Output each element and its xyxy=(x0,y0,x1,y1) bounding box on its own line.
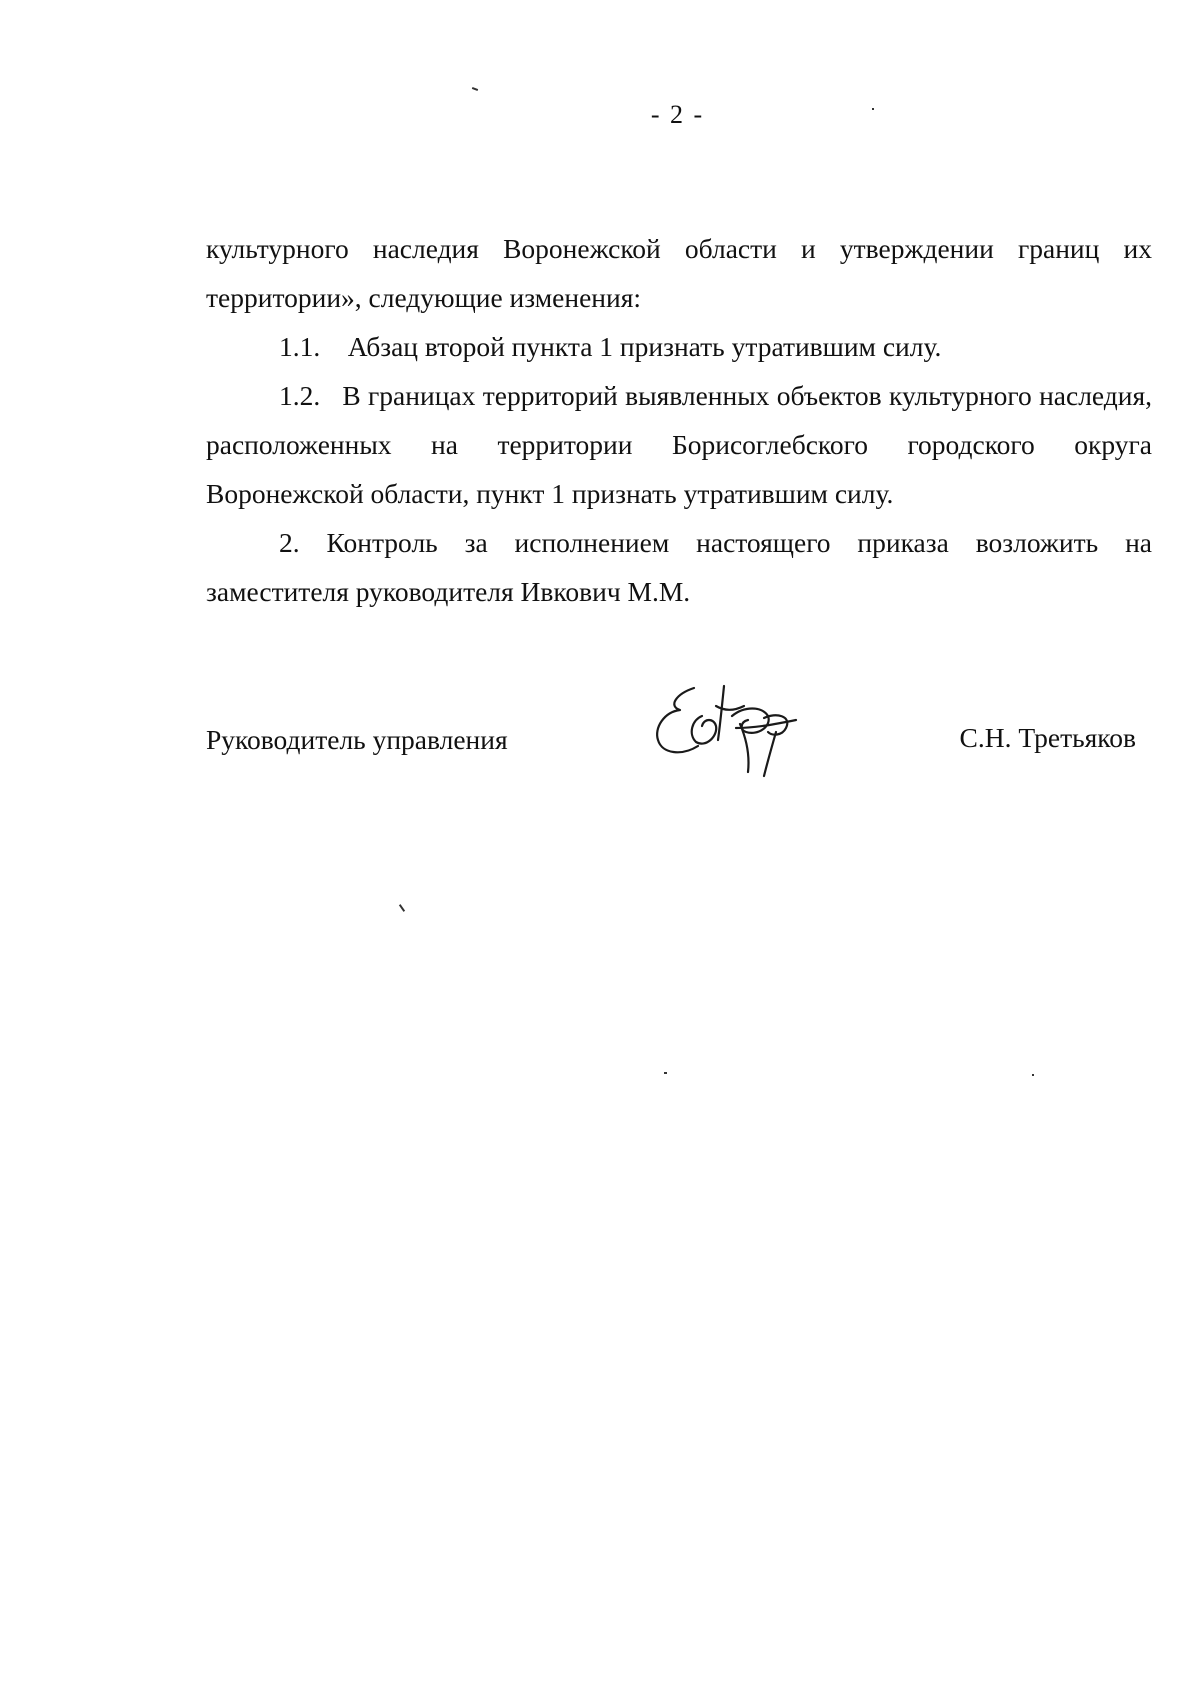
signature-block xyxy=(206,716,1136,816)
scan-speck xyxy=(1032,1074,1034,1076)
signatory-title: Руководитель управления xyxy=(206,724,508,755)
paragraph-1-1: 1.1. Абзац второй пункта 1 признать утратившим силу. xyxy=(279,331,942,362)
page-number: - 2 - xyxy=(650,100,705,129)
scan-speck xyxy=(664,1072,667,1074)
signatory-name: С.Н. Третьяков xyxy=(959,722,1136,753)
paragraph-2: 2. Контроль за исполнением настоящего приказа возложить на заместителя руководителя Ивкович М.М. xyxy=(206,527,1152,607)
scan-speck xyxy=(399,904,405,912)
paragraph-continuation: культурного наследия Воронежской области и утверждении границ их территории», следующие изменения: xyxy=(206,233,1152,313)
paragraph-1-2: 1.2. В границах территорий выявленных объектов культурного наследия, расположенных на территории Борисоглебского городского округа Воронежской области, пункт 1 признать утратившим силу. xyxy=(206,380,1152,509)
scan-speck xyxy=(472,87,478,91)
handwritten-signature xyxy=(636,676,806,786)
document-body xyxy=(206,224,1152,616)
